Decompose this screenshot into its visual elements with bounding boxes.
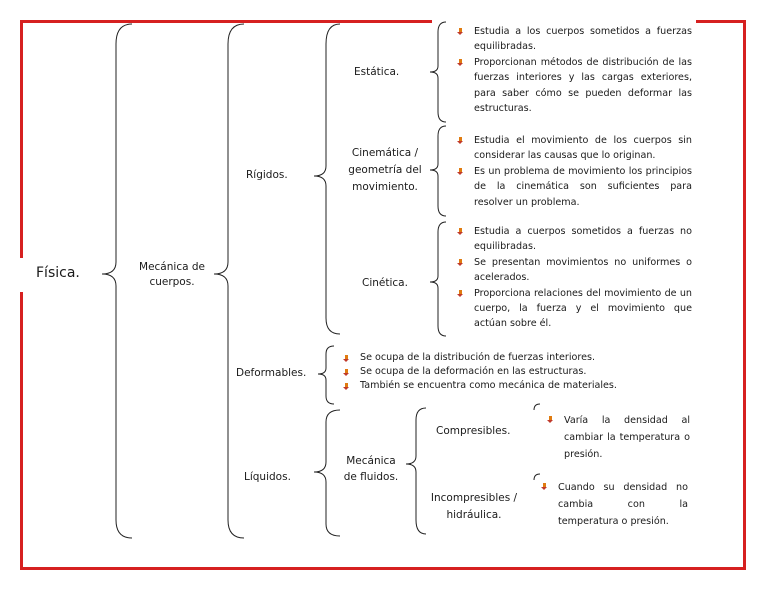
- bullet-icon: [458, 59, 464, 65]
- list-item: Estudia a los cuerpos sometidos a fuerzas equilibradas.: [456, 24, 692, 55]
- list-item: También se encuentra como mecánica de materiales.: [342, 379, 672, 393]
- brace-rigidos: [314, 24, 340, 334]
- node-deformables: Deformables.: [236, 367, 307, 379]
- list-item: Se ocupa de la distribución de fuerzas interiores.: [342, 351, 672, 365]
- list-incompresibles: [540, 479, 688, 530]
- bullet-icon: [542, 483, 548, 489]
- list-item: Estudia a cuerpos sometidos a fuerzas no equilibradas.: [456, 224, 692, 255]
- bullet-icon: [344, 355, 350, 361]
- brace-liquidos: [314, 410, 340, 536]
- list-cinematica: [456, 133, 692, 210]
- list-item: Proporciona relaciones del movimiento de un cuerpo, la fuerza y el movimiento que actúan sobre él.: [456, 286, 692, 332]
- node-fisica: Física.: [36, 265, 80, 281]
- list-item: Es un problema de movimiento los principios de la cinemática son suficientes para resolver un problema.: [456, 164, 692, 210]
- list-item: Se ocupa de la deformación en las estructuras.: [342, 365, 672, 379]
- bullet-icon: [458, 168, 464, 174]
- bullet-icon: [548, 416, 554, 422]
- brace-mecanica: [214, 24, 244, 538]
- brace-estatica: [430, 22, 446, 122]
- brace-cinematica: [430, 126, 446, 216]
- brace-deformables: [318, 346, 334, 404]
- node-mecanica-fluidos: Mecánica de fluidos.: [343, 455, 399, 483]
- node-rigidos: Rígidos.: [246, 169, 288, 181]
- list-item: Proporcionan métodos de distribución de las fuerzas interiores y las cargas exteriores, para saber cómo se pueden deformar las estructuras.: [456, 55, 692, 117]
- list-deformables: [342, 351, 672, 393]
- node-compresibles: Compresibles.: [436, 425, 511, 437]
- node-estatica: Estática.: [354, 66, 400, 78]
- brace-compresibles: [534, 404, 540, 410]
- list-compresibles: [546, 412, 690, 463]
- node-incompresibles: Incompresibles / hidráulica.: [430, 492, 518, 521]
- bullet-icon: [344, 369, 350, 375]
- node-cinematica: Cinemática / geometría del movimiento.: [348, 147, 422, 193]
- bullet-icon: [458, 137, 464, 143]
- node-cinetica: Cinética.: [362, 277, 408, 289]
- list-item: Se presentan movimientos no uniformes o acelerados.: [456, 255, 692, 286]
- bullet-icon: [458, 290, 464, 296]
- brace-fluidos: [406, 408, 426, 534]
- bullet-icon: [344, 383, 350, 389]
- bullet-icon: [458, 28, 464, 34]
- list-estatica: [456, 24, 692, 116]
- brace-cinetica: [430, 222, 446, 336]
- bullet-icon: [458, 259, 464, 265]
- list-item: Cuando su densidad no cambia con la temperatura o presión.: [540, 479, 688, 530]
- bullet-icon: [458, 228, 464, 234]
- node-liquidos: Líquidos.: [244, 471, 291, 483]
- brace-fisica: [102, 24, 132, 538]
- list-item: Varía la densidad al cambiar la temperatura o presión.: [546, 412, 690, 463]
- node-mecanica-cuerpos: Mecánica de cuerpos.: [139, 261, 205, 288]
- list-item: Estudia el movimiento de los cuerpos sin considerar las causas que lo originan.: [456, 133, 692, 164]
- list-cinetica: [456, 224, 692, 332]
